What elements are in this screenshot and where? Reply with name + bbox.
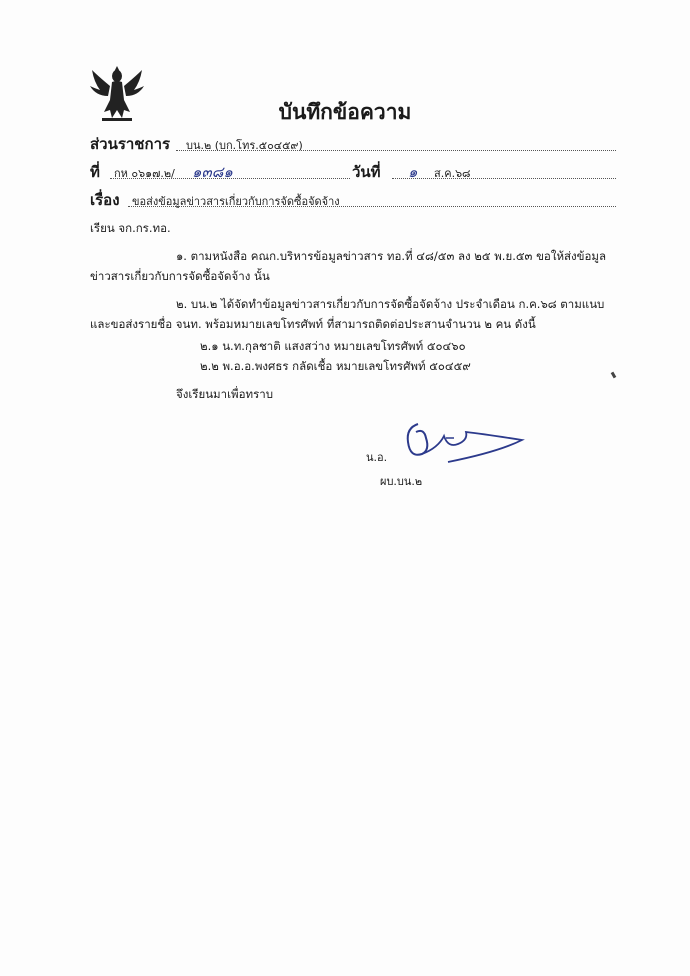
signatory-position: ผบ.บน.๒ bbox=[380, 475, 423, 488]
scan-mark bbox=[611, 372, 617, 379]
signatory-rank: น.อ. bbox=[366, 451, 388, 464]
date-label: วันที่ bbox=[352, 163, 381, 181]
date-value: ส.ค.๖๘ bbox=[434, 167, 471, 180]
date-handwritten-day: ๑ bbox=[408, 163, 418, 181]
handwritten-signature bbox=[388, 418, 528, 470]
contact-item-1: ๒.๑ น.ท.กุลชาติ แสงสว่าง หมายเลขโทรศัพท์ ๕๐๔๖๐ bbox=[200, 339, 466, 353]
ref-handwritten-number: ๑๓๘๑ bbox=[192, 163, 233, 181]
ref-value: กห ๐๖๑๗.๒/ bbox=[114, 167, 175, 180]
subject-label: เรื่อง bbox=[90, 191, 120, 209]
paragraph-1-line-2: ข่าวสารเกี่ยวกับการจัดซื้อจัดจ้าง นั้น bbox=[90, 269, 270, 283]
paragraph-1-line-1: ๑. ตามหนังสือ คณก.บริหารข้อมูลข่าวสาร ทอ.ที่ ๔๘/๕๓ ลง ๒๕ พ.ย.๕๓ ขอให้ส่งข้อมูล bbox=[176, 249, 607, 263]
page-title: บันทึกข้อความ bbox=[278, 100, 412, 124]
closing-text: จึงเรียนมาเพื่อทราบ bbox=[176, 387, 274, 401]
date-dotline bbox=[392, 178, 616, 179]
subject-value: ขอส่งข้อมูลข่าวสารเกี่ยวกับการจัดซื้อจัดจ้าง bbox=[132, 195, 340, 208]
ref-label: ที่ bbox=[90, 163, 100, 181]
paragraph-2-line-1: ๒. บน.๒ ได้จัดทำข้อมูลข่าวสารเกี่ยวกับการจัดซื้อจัดจ้าง ประจำเดือน ก.ค.๖๘ ตามแนบ bbox=[176, 297, 605, 311]
agency-value: บน.๒ (บก.โทร.๕๐๔๕๙) bbox=[186, 139, 303, 152]
salutation: เรียน จก.กร.ทอ. bbox=[90, 221, 171, 235]
paragraph-2-line-2: และขอส่งรายชื่อ จนท. พร้อมหมายเลขโทรศัพท์ ที่สามารถติดต่อประสานจำนวน ๒ คน ดังนี้ bbox=[90, 317, 536, 331]
agency-label: ส่วนราชการ bbox=[90, 135, 171, 153]
contact-item-2: ๒.๒ พ.อ.อ.พงศธร กลัดเชื้อ หมายเลขโทรศัพท์ ๕๐๔๕๙ bbox=[200, 359, 471, 373]
